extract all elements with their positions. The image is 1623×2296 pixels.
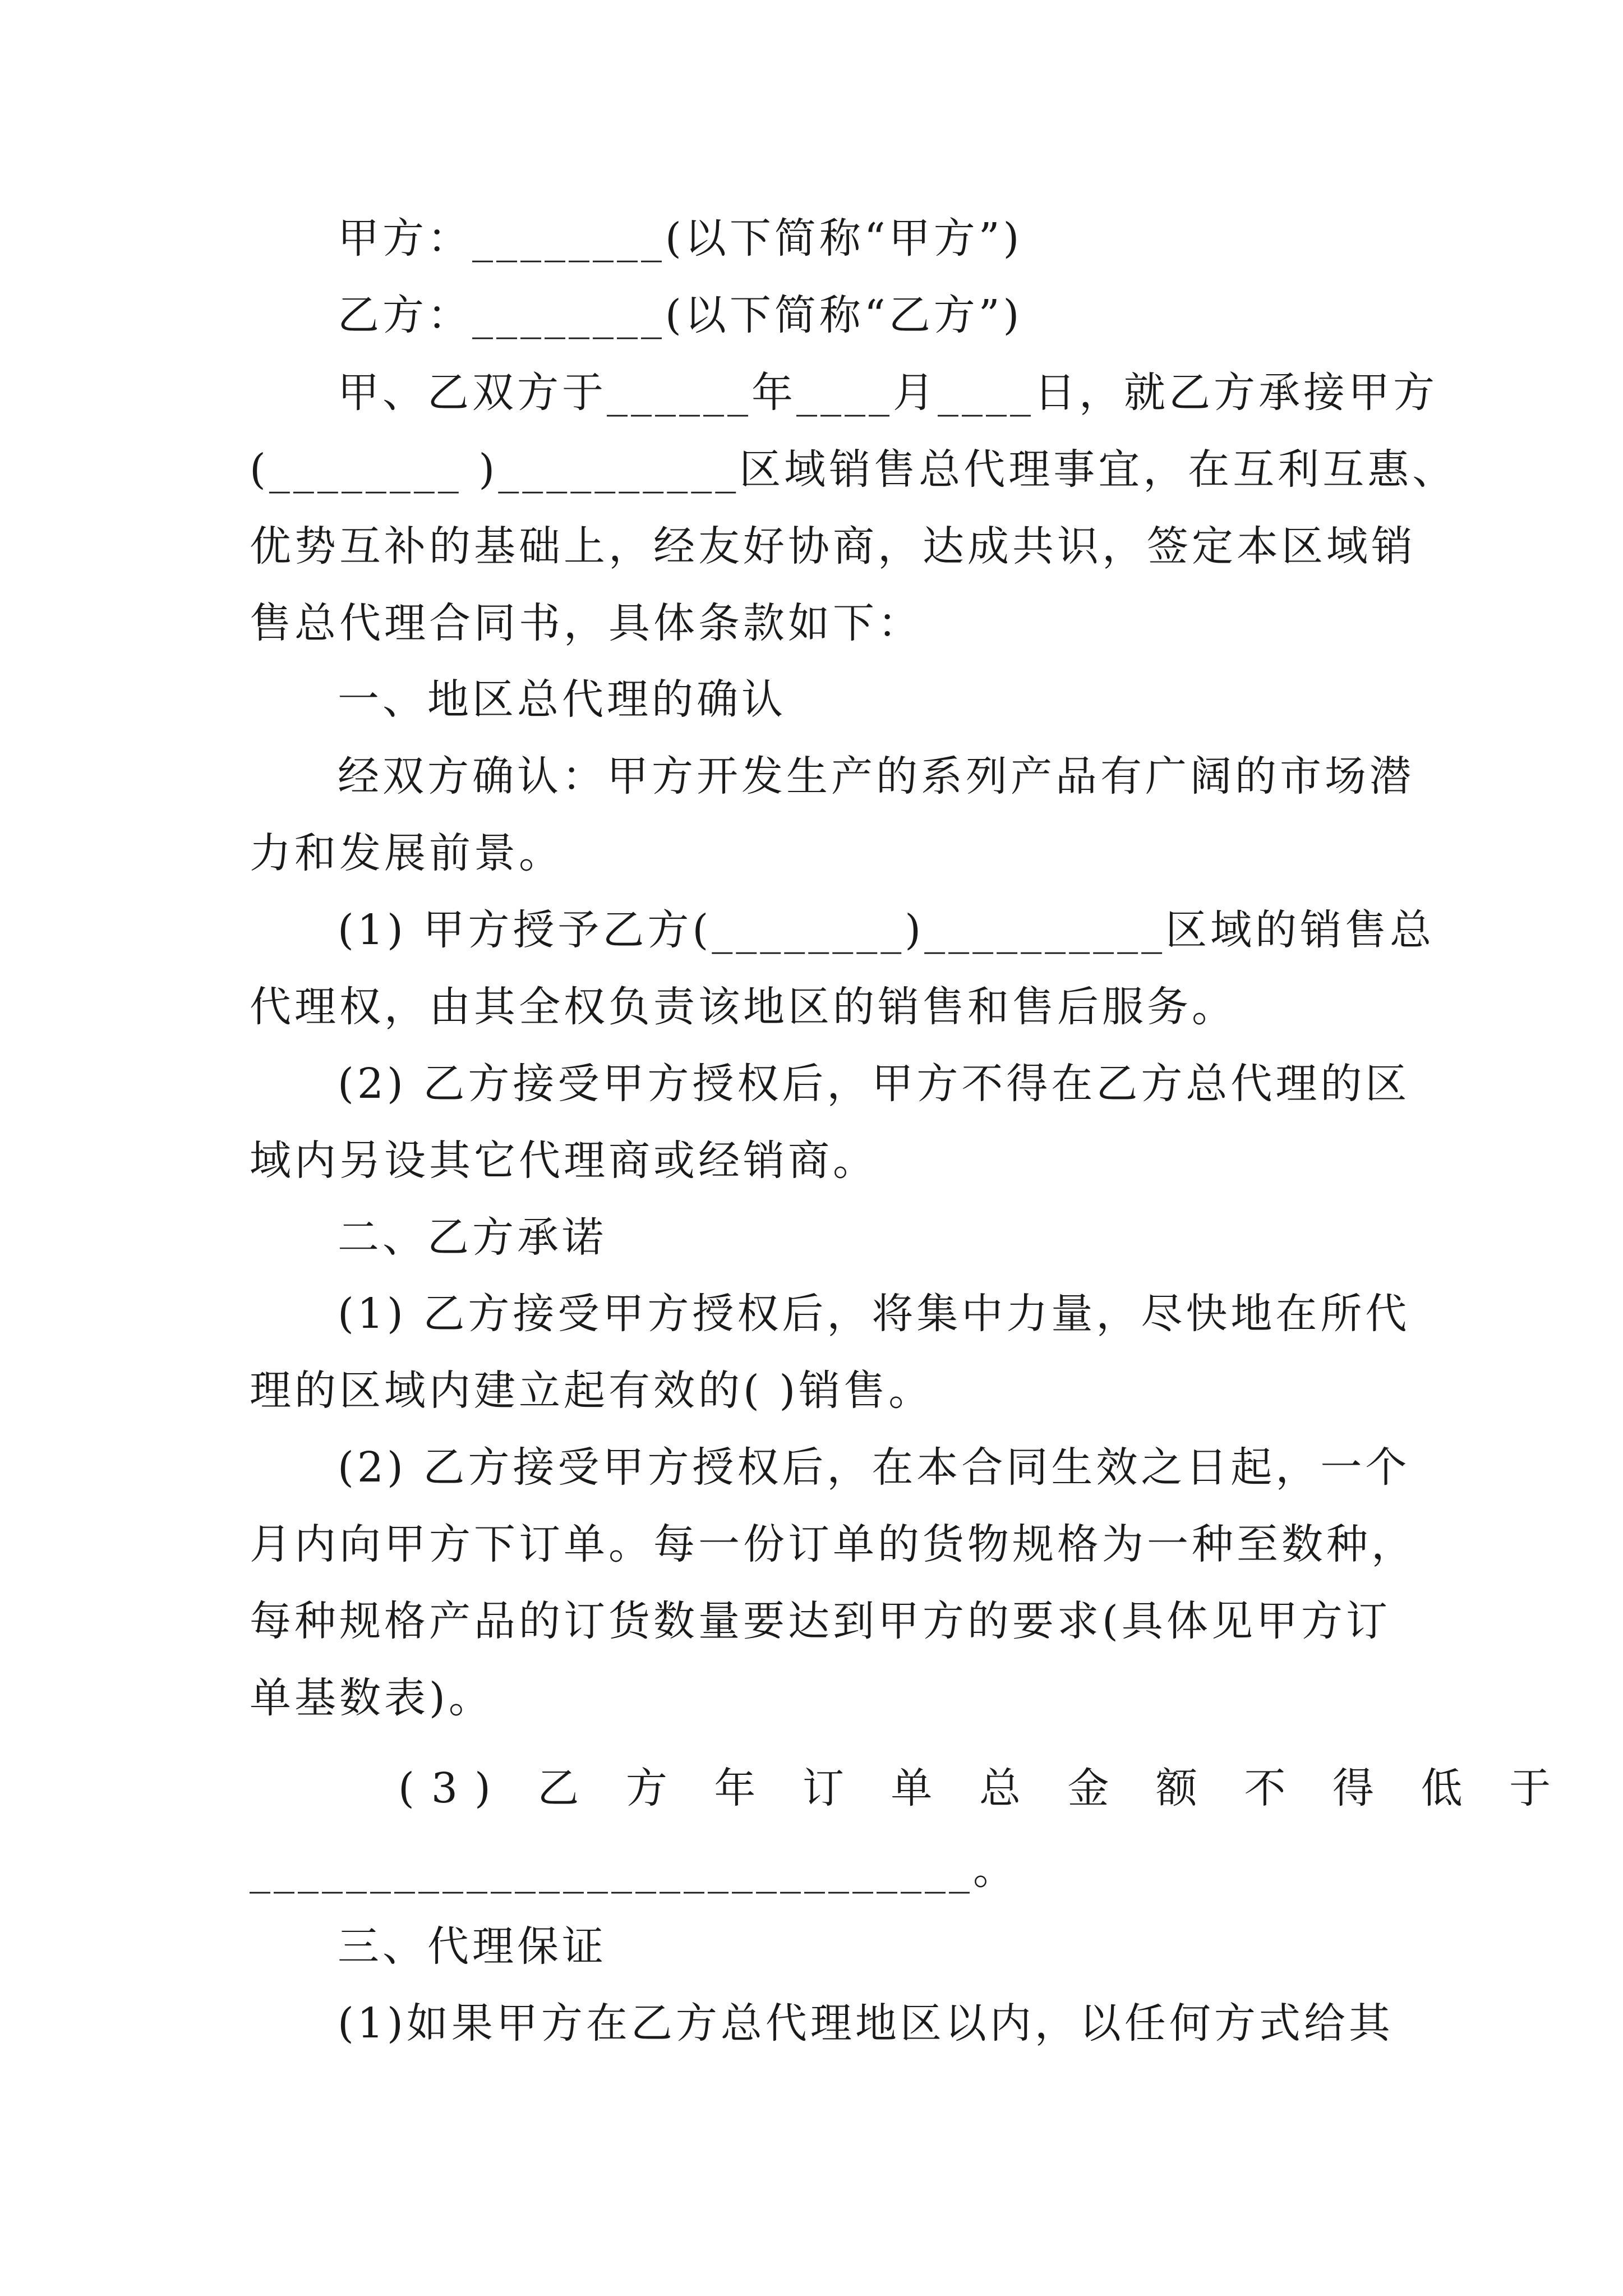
intro-line-2: (________ )__________区域销售总代理事宜，在互利互惠、 <box>250 445 1458 494</box>
intro-line-1: 甲、乙双方于______年____月____日，就乙方承接甲方 <box>338 369 1438 417</box>
section-heading-1: 一、地区总代理的确认 <box>338 675 786 724</box>
confirm-line-1: 经双方确认：甲方开发生产的系列产品有广阔的市场潜 <box>338 752 1414 800</box>
clause-2-2-line-4: 单基数表)。 <box>250 1674 494 1722</box>
intro-line-4: 售总代理合同书，具体条款如下： <box>250 599 923 647</box>
section-heading-2: 二、乙方承诺 <box>338 1213 607 1262</box>
confirm-line-2: 力和发展前景。 <box>250 829 564 877</box>
clause-2-1-line-1: (1) 乙方接受甲方授权后，将集中力量，尽快地在所代 <box>338 1290 1410 1338</box>
clause-3-1-line-1: (1)如果甲方在乙方总代理地区以内，以任何方式给其 <box>338 1999 1394 2047</box>
section-heading-3: 三、代理保证 <box>338 1922 607 1971</box>
clause-2-2-line-2: 月内向甲方下订单。每一份订单的货物规格为一种至数种， <box>250 1520 1416 1568</box>
intro-line-3: 优势互补的基础上，经友好协商，达成共识，签定本区域销 <box>250 522 1416 570</box>
clause-1-2-line-1: (2) 乙方接受甲方授权后，甲方不得在乙方总代理的区 <box>338 1060 1410 1108</box>
clause-2-3-line-1: (3) 乙 方 年 订 单 总 金 额 不 得 低 于 <box>398 1764 1568 1812</box>
clause-2-2-line-3: 每种规格产品的订货数量要达到甲方的要求(具体见甲方订 <box>250 1597 1391 1645</box>
party-b-line: 乙方：________(以下简称“乙方”) <box>338 291 1023 339</box>
clause-2-1-line-2: 理的区域内建立起有效的( )销售。 <box>250 1366 934 1415</box>
clause-1-2-line-2: 域内另设其它代理商或经销商。 <box>250 1137 878 1185</box>
clause-1-1-line-2: 代理权，由其全权负责该地区的销售和售后服务。 <box>250 983 1237 1031</box>
clause-2-3-line-2: ______________________________。 <box>250 1846 1018 1894</box>
clause-2-2-line-1: (2) 乙方接受甲方授权后，在本合同生效之日起，一个 <box>338 1443 1410 1492</box>
party-a-line: 甲方：________(以下简称“甲方”) <box>338 214 1023 263</box>
clause-1-1-line-1: (1) 甲方授予乙方(________)__________区域的销售总 <box>338 906 1435 954</box>
